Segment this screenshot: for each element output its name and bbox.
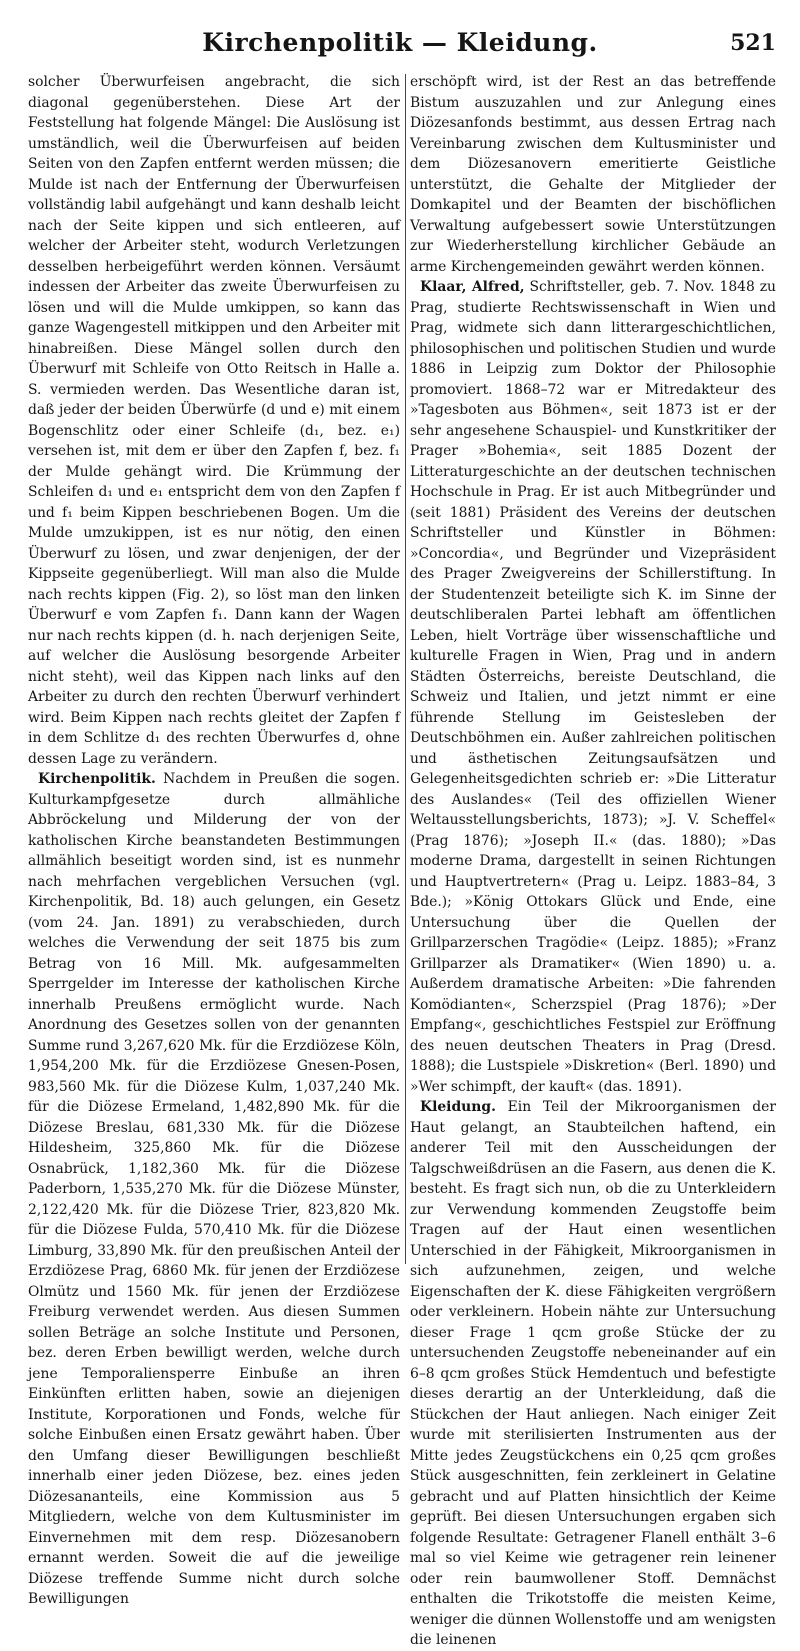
- overwurf-continuation-paragraph: solcher Überwurfeisen angebracht, die sich diagonal gegenüberstehen. Diese Art der Feststellung hat folgende Mängel: Die Auslösung ist umständlich, weil die Überwurfeisen auf beiden Seiten von den Zapfen entfernt werden müssen; die Mulde ist nach der Entfernung der Überwurfeisen vollständig labil aufgehängt und kann deshalb leicht nach der Seite kippen und sich entleeren, auf welcher der Arbeiter steht, wodurch Verletzungen desselben herbeigeführt werden können. Versäumt indessen der Arbeiter das zweite Überwurfeisen zu lösen und will die Mulde umkippen, so kann das ganze Wagengestell mitkippen und den Arbeiter mit hinabreißen. Diese Mängel sollen durch den Überwurf mit Schleife von Otto Reitsch in Halle a. S. vermieden werden. Das Wesentliche daran ist, daß jeder der beiden Überwürfe (d und e) mit einem Bogenschlitz oder einer Schleife (d₁, bez. e₁) versehen ist, mit dem er über den Zapfen f, bez. f₁ der Mulde gehängt wird. Die Krümmung der Schleifen d₁ und e₁ entspricht dem von den Zapfen f und f₁ beim Kippen beschriebenen Bogen. Um die Mulde umzukippen, ist es nur nötig, den einen Überwurf zu lösen, und zwar denjenigen, der der Kippseite gegenüberliegt. Will man also die Mulde nach rechts kippen (Fig. 2), so löst man den linken Überwurf e vom Zapfen f₁. Dann kann der Wagen nur nach rechts kippen (d. h. nach derjenigen Seite, auf welcher die Auslösung besorgende Arbeiter nicht steht), weil das Kippen nach links auf den Arbeiter zu durch den rechten Überwurf verhindert wird. Beim Kippen nach rechts gleitet der Zapfen f in dem Schlitze d₁ des rechten Überwurfes d, ohne dessen Lage zu verändern.: [28, 74, 400, 767]
- right-column: [410, 72, 776, 1648]
- running-title: Kirchenpolitik — Kleidung.: [202, 28, 598, 57]
- kirchenpolitik-continuation-paragraph: erschöpft wird, ist der Rest an das betreffende Bistum auszuzahlen und zur Anlegung eines Diözesanfonds bestimmt, aus dessen Ertrag nach Vereinbarung zwischen dem Kultusminister und dem Diözesanovern emeritierte Geistliche unterstützt, die Gehalte der Mitglieder der Domkapitel und der Beamten der bischöflichen Verwaltung aufgebessert sowie Unterstützungen zur Wiederherstellung kirchlicher Gebäude an arme Kirchengemeinden gewährt werden können.: [410, 74, 776, 275]
- entry-kleidung: [410, 1097, 776, 1651]
- column-divider: [405, 74, 406, 1264]
- page-header: [24, 28, 776, 68]
- entry-text: Nachdem in Preußen die sogen. Kulturkampfgesetze durch allmähliche Abbröckelung und Milderung der von der katholischen Kirche beanstandeten Bestimmungen allmählich beseitigt worden sind, ist es nunmehr nach mehrfachen vergeblichen Versuchen (vgl. Kirchenpolitik, Bd. 18) auch gelungen, ein Gesetz (vom 24. Jan. 1891) zu verabschieden, durch welches die Verwendung der seit 1875 bis zum Betrag von 16 Mill. Mk. aufgesammelten Sperrgelder im Interesse der katholischen Kirche innerhalb Preußens ermöglicht wurde. Nach Anordnung des Gesetzes sollen von der genannten Summe rund 3,267,620 Mk. für die Erzdiözese Köln, 1,954,200 Mk. für die Erzdiözese Gnesen-Posen, 983,560 Mk. für die Diözese Kulm, 1,037,240 Mk. für die Diözese Ermeland, 1,482,890 Mk. für die Diözese Breslau, 681,330 Mk. für die Diözese Hildesheim, 325,860 Mk. für die Diözese Osnabrück, 1,182,360 Mk. für die Diözese Paderborn, 1,535,270 Mk. für die Diözese Münster, 2,122,420 Mk. für die Diözese Trier, 823,820 Mk. für die Diözese Fulda, 570,410 Mk. für die Diözese Limburg, 33,890 Mk. für den preußischen Anteil der Erzdiözese Prag, 6860 Mk. für jenen der Erzdiözese Olmütz und 1560 Mk. für jenen der Erzdiözese Freiburg verwendet werden. Aus diesen Summen sollen Beträge an solche Institute und Personen, bez. deren Erben bewilligt werden, welche durch jene Temporaliensperre Einbuße an ihren Einkünften erlitten haben, sowie an diejenigen Institute, Korporationen und Fonds, welche für solche Einbußen einen Ersatz gewährt haben. Über den Umfang dieser Bewilligungen beschließt innerhalb einer jeden Diözese, bez. eines jeden Diözesananteils, eine Kommission aus 5 Mitgliedern, welche von dem Kultusminister im Einvernehmen mit dem resp. Diözesanobern ernannt werden. Soweit die auf die jeweilige Diözese treffende Summe nicht durch solche Bewilligungen: [28, 771, 400, 1607]
- entry-headword: Klaar, Alfred,: [420, 279, 525, 295]
- entry-headword: Kleidung.: [420, 1099, 496, 1115]
- entry-kirchenpolitik: [28, 769, 400, 1610]
- left-column: [28, 72, 400, 1607]
- entry-text: Schriftsteller, geb. 7. Nov. 1848 zu Prag, studierte Rechtswissenschaft in Wien und Prag, widmete sich dann litterargeschichtlichen, philosophischen und politischen Studien und wurde 1886 in Leipzig zum Doktor der Philosophie promoviert. 1868–72 war er Mitredakteur des »Tagesboten aus Böhmen«, seit 1873 ist er der sehr angesehene Schauspiel- und Kunstkritiker der Prager »Bohemia«, seit 1885 Dozent der Litteraturgeschichte an der deutschen technischen Hochschule in Prag. Er ist auch Mitbegründer und (seit 1881) Präsident des Vereins der deutschen Schriftsteller und Künstler in Böhmen: »Concordia«, und Begründer und Vizepräsident des Prager Zweigvereins der Schillerstiftung. In der Studentenzeit beteiligte sich K. im Sinne der deutschliberalen Partei lebhaft am öffentlichen Leben, hielt Vorträge über wissenschaftliche und kulturelle Fragen in Wien, Prag und in andern Städten Österreichs, bereiste Deutschland, die Schweiz und Italien, und jetzt nimmt er eine führende Stellung im Geistesleben der Deutschböhmen ein. Außer zahlreichen politischen und ästhetischen Zeitungsaufsätzen und Gelegenheitsgedichten schrieb er: »Die Litteratur des Auslandes« (Teil des offiziellen Wiener Weltausstellungsberichts, 1873); »J. V. Scheffel« (Prag 1876); »Joseph II.« (das. 1880); »Das moderne Drama, dargestellt in seinen Richtungen und Hauptvertretern« (Prag u. Leipz. 1883–84, 3 Bde.); »König Ottokars Glück und Ende, eine Untersuchung über die Quellen der Grillparzerschen Tragödie« (Leipz. 1885); »Franz Grillparzer als Dramatiker« (Wien 1890) u. a. Außerdem dramatische Arbeiten: »Die fahrenden Komödianten«, Scherzspiel (Prag 1876); »Der Empfang«, geschichtliches Festspiel zur Eröffnung des neuen deutschen Theaters in Prag (Dresd. 1888); die Lustspiele »Diskretion« (Berl. 1890) und »Wer schimpft, der kauft« (das. 1891).: [410, 279, 776, 1095]
- entry-text: Ein Teil der Mikroorganismen der Haut gelangt, an Staubteilchen haftend, ein anderer Teil mit den Ausscheidungen der Talgschweißdrüsen an die Fasern, aus denen die K. besteht. Es fragt sich nun, ob die zu Unterkleidern zur Verwendung kommenden Zeugstoffe beim Tragen auf der Haut einen wesentlichen Unterschied in der Fähigkeit, Mikroorganismen in sich aufzunehmen, zeigen, und welche Eigenschaften der K. diese Fähigkeiten vergrößern oder verkleinern. Hobein nähte zur Untersuchung dieser Frage 1 qcm große Stücke der zu untersuchenden Zeugstoffe nebeneinander auf ein 6–8 qcm großes Stück Hemdentuch und befestigte dieses derartig an der Unterkleidung, daß die Stückchen der Haut anliegen. Nach einiger Zeit wurde mit sterilisierten Instrumenten aus der Mitte jedes Zeugstückchens ein 0,25 qcm großes Stück ausgeschnitten, fein zerkleinert in Gelatine gebracht und auf Platten hinsichtlich der Keime geprüft. Bei diesen Untersuchungen ergaben sich folgende Resultate: Getragener Flanell enthält 3–6 mal so viel Keime wie getragener rein leinener oder rein baumwollener Stoff. Demnächst enthalten die Trikotstoffe die meisten Keime, weniger die dünnen Wollenstoffe und am wenigsten die leinenen: [410, 1099, 776, 1648]
- entry-klaar: [410, 277, 776, 1097]
- entry-headword: Kirchenpolitik.: [38, 771, 156, 787]
- page-number: 521: [730, 30, 776, 56]
